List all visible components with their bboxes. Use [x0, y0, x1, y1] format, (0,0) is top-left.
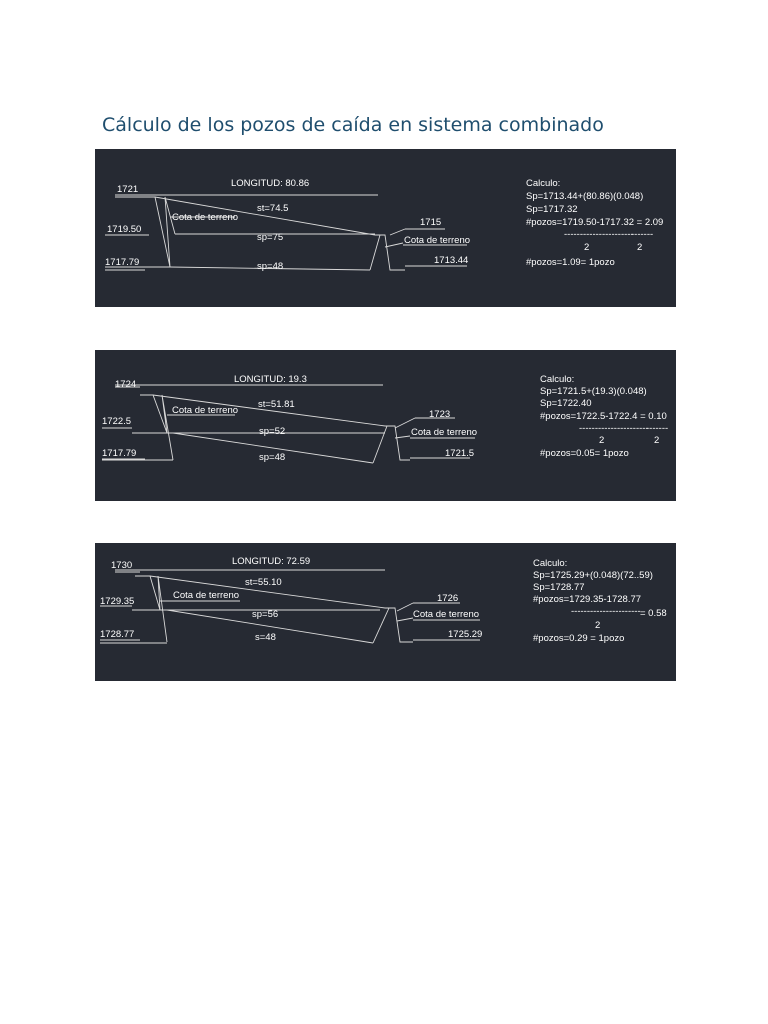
calc-line-3: #pozos=1729.35-1728.77	[533, 594, 642, 605]
left-manhole-outline	[135, 576, 167, 642]
left-mid-elevation: 1719.50	[107, 224, 142, 235]
section-1-profile-drawing	[95, 149, 676, 307]
calc-line-1: Sp=1721.5+(19.3)(0.048)	[540, 386, 647, 397]
calc-result: #pozos=0.05= 1pozo	[540, 448, 629, 459]
calc-line-2: Sp=1728.77	[533, 582, 585, 593]
right-cota-leader	[385, 243, 403, 247]
sp-label: sp=75	[257, 232, 284, 243]
right-manhole-outline	[375, 235, 405, 270]
right-cota-leader	[397, 618, 413, 621]
right-top-leader	[397, 603, 413, 611]
longitud-label: LONGITUD: 19.3	[234, 374, 307, 385]
calc-result: #pozos=1.09= 1pozo	[526, 257, 615, 268]
calc-equals-result: = 0.58	[640, 608, 667, 619]
bottom-slope-label: sp=48	[259, 452, 286, 463]
section-3-panel	[95, 543, 676, 681]
calc-line-2: Sp=1722.40	[540, 398, 592, 409]
calc-result: #pozos=0.29 = 1pozo	[533, 633, 625, 644]
right-top-elevation: 1726	[437, 593, 459, 604]
right-manhole-wall	[373, 426, 387, 463]
st-label: st=74.5	[257, 203, 289, 214]
calc-line-3: #pozos=1722.5-1722.4 = 0.10	[540, 411, 667, 422]
right-cota-label: Cota de terreno	[413, 609, 480, 620]
section-2-panel	[95, 350, 676, 501]
calc-line-1: Sp=1713.44+(80.86)(0.048)	[526, 191, 644, 202]
calc-line-2: Sp=1717.32	[526, 204, 578, 215]
calc-title: Calculo:	[526, 178, 561, 189]
left-bottom-elevation: 1717.79	[102, 448, 137, 459]
left-mid-elevation: 1722.5	[102, 416, 132, 427]
right-bottom-elevation: 1725.29	[448, 629, 483, 640]
st-label: st=51.81	[258, 399, 295, 410]
st-label: st=55.10	[245, 577, 282, 588]
calc-denominator-1: 2	[599, 435, 605, 446]
right-manhole-outline	[385, 426, 410, 460]
bottom-slope-label: sp=48	[257, 261, 284, 272]
left-bottom-elevation: 1717.79	[105, 257, 140, 268]
left-cota-label: Cota de terreno	[173, 590, 240, 601]
right-top-elevation: 1723	[429, 409, 451, 420]
calc-denominator-1: 2	[584, 242, 590, 253]
right-manhole-wall	[370, 235, 380, 270]
calc-fraction-bar-1: ----------------------	[564, 229, 634, 240]
section-1-panel	[95, 149, 676, 307]
left-mid-elevation: 1729.35	[100, 596, 135, 607]
calc-denominator-1: 2	[595, 620, 601, 631]
calc-fraction-bar-2: -------	[646, 423, 669, 434]
left-top-elevation: 1730	[111, 560, 133, 571]
right-top-leader	[390, 229, 405, 235]
calc-fraction-bar-1: ----------------------	[571, 606, 641, 617]
left-cota-label: Cota de terreno	[172, 405, 239, 416]
left-manhole-outline	[145, 197, 175, 267]
right-manhole-outline	[385, 608, 413, 642]
left-top-elevation: 1724	[115, 379, 137, 390]
left-manhole-outline	[140, 395, 173, 460]
calc-fraction-bar-1: ----------------------	[579, 423, 649, 434]
calc-title: Calculo:	[540, 374, 575, 385]
left-cota-label: Cota de terreno	[172, 212, 239, 223]
bottom-slope-label: s=48	[255, 632, 276, 643]
calc-line-1: Sp=1725.29+(0.048)(72..59)	[533, 570, 653, 581]
page-title: Cálculo de los pozos de caída en sistema combinado	[102, 114, 604, 136]
longitud-label: LONGITUD: 80.86	[231, 178, 310, 189]
calc-title: Calculo:	[533, 558, 568, 569]
section-3-profile-drawing	[95, 543, 676, 681]
longitud-label: LONGITUD: 72.59	[232, 556, 311, 567]
sp-label: sp=56	[252, 609, 279, 620]
right-manhole-wall	[373, 608, 389, 643]
calc-denominator-2: 2	[654, 435, 660, 446]
sp-label: sp=52	[259, 426, 286, 437]
right-bottom-elevation: 1721.5	[445, 448, 475, 459]
right-top-elevation: 1715	[420, 217, 442, 228]
left-bottom-elevation: 1728.77	[100, 629, 135, 640]
right-cota-label: Cota de terreno	[404, 235, 471, 246]
calc-fraction-bar-2: -------	[631, 229, 654, 240]
right-cota-leader	[395, 436, 410, 438]
calc-line-3: #pozos=1719.50-1717.32 = 2.09	[526, 217, 664, 228]
left-top-elevation: 1721	[117, 184, 139, 195]
section-2-profile-drawing	[95, 350, 676, 501]
calc-denominator-2: 2	[637, 242, 643, 253]
right-bottom-elevation: 1713.44	[434, 255, 469, 266]
right-cota-label: Cota de terreno	[411, 427, 478, 438]
